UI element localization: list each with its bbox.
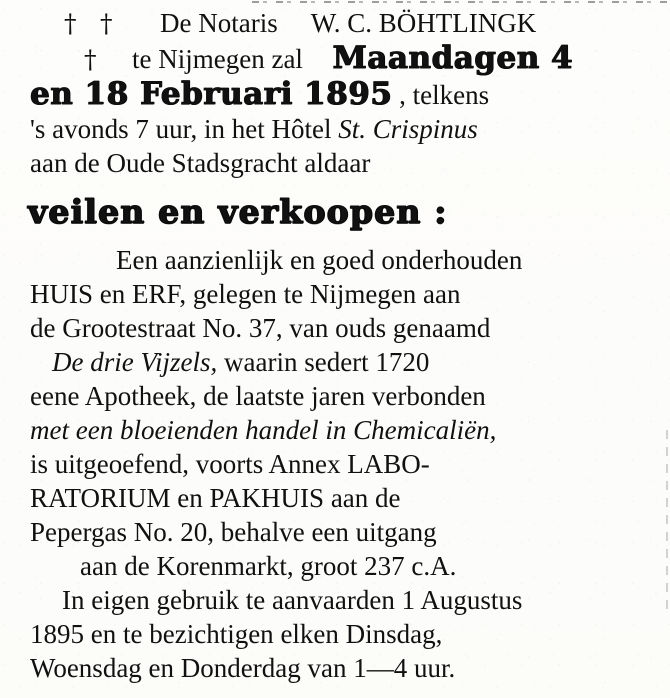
dagger-ornament-3: †: [84, 45, 97, 74]
body-word: Een: [116, 245, 158, 275]
heading-line-2: [28, 41, 648, 77]
auction-date-part-1: Maandagen 4: [332, 40, 574, 76]
call-to-action-line: [28, 192, 648, 232]
laboratory-label-part-1: LABO-: [347, 449, 430, 479]
body-line-6: [28, 413, 648, 447]
heading-place-text: te Nijmegen zal: [132, 44, 303, 74]
auction-date-part-2: en 18 Februari 1895: [30, 76, 393, 112]
apothecary-text: eene Apotheek, de laatste jaren verbonden: [30, 381, 486, 411]
body-line-11: [28, 583, 648, 617]
body-line-4: [28, 345, 648, 379]
heading-notaris-label: De Notaris: [160, 8, 278, 38]
body-word: behalve: [220, 517, 305, 547]
body-word: te: [245, 585, 266, 615]
property-nickname-word: Vijzels,: [140, 347, 218, 377]
body-word: In: [62, 585, 85, 615]
body-word: sedert: [304, 347, 369, 377]
heading-line-1: [28, 6, 648, 41]
laboratory-label-part-2: RATORIUM: [30, 483, 171, 513]
top-column-rule: [252, 1, 670, 3]
dagger-ornament-1: †: [64, 9, 77, 38]
body-word: en: [289, 245, 316, 275]
heading-line-3: [28, 77, 648, 112]
body-line-2: [28, 277, 648, 311]
body-word: uitgang: [355, 517, 437, 547]
body-word: uitgeoefend,: [54, 449, 189, 479]
property-nickname-word: drie: [90, 347, 134, 377]
body-word: en: [90, 619, 117, 649]
heading-time-venue-text: 's avonds 7 uur, in het Hôtel: [30, 114, 332, 144]
body-word: gebruik: [156, 585, 239, 615]
chemicals-trade-text: met een bloeienden handel in Chemicaliën,: [30, 415, 497, 445]
body-line-13: [28, 651, 648, 685]
body-line-9: [28, 515, 648, 549]
body-word: is: [30, 449, 49, 479]
notary-name: W. C. BÖHTLINGK: [310, 8, 537, 38]
body-word: onderhouden: [381, 245, 523, 275]
handover-year: 1895: [30, 619, 84, 649]
venue-address: aan de Oude Stadsgracht aldaar: [30, 148, 371, 178]
body-word: aanzienlijk: [164, 245, 284, 275]
body-word: Nijmegen aan: [309, 279, 461, 309]
body-line-1: [28, 243, 648, 277]
body-word: Annex: [268, 449, 341, 479]
warehouse-street: Pepergas: [30, 517, 127, 547]
body-word: te: [122, 619, 143, 649]
establishment-year: 1720: [375, 347, 430, 377]
heading-telkens-text: , telkens: [399, 80, 490, 110]
property-nickname-word: De: [52, 347, 84, 377]
body-word: de: [375, 483, 401, 513]
body-line-5: [28, 379, 648, 413]
body-word: een: [311, 517, 349, 547]
heading-line-4: [28, 112, 648, 146]
viewing-day-tuesday: Dinsdag,: [345, 619, 443, 649]
body-word: elken: [280, 619, 339, 649]
body-line-3: [28, 311, 648, 345]
exit-and-area-text: aan de Korenmarkt, groot 237 c.A.: [80, 551, 457, 581]
body-word: eigen: [91, 585, 150, 615]
warehouse-number: No. 20,: [133, 517, 214, 547]
body-word: gelegen: [192, 279, 277, 309]
body-word: aan: [330, 483, 369, 513]
body-line-7: [28, 447, 648, 481]
body-word: goed: [322, 245, 375, 275]
body-word: bezichtigen: [149, 619, 274, 649]
body-word: waarin: [223, 347, 298, 377]
property-type: HUIS: [30, 279, 94, 309]
property-type-erf: ERF,: [132, 279, 187, 309]
body-line-10: [28, 549, 648, 583]
property-address: de Grootestraat No. 37, van ouds genaamd: [30, 313, 491, 343]
handover-date: 1 Augustus: [401, 585, 523, 615]
dagger-ornament-2: †: [100, 9, 113, 38]
warehouse-label: PAKHUIS: [209, 483, 325, 513]
venue-name: St. Crispinus: [338, 114, 478, 144]
right-column-rule: [666, 430, 668, 610]
body-word: en: [99, 279, 126, 309]
body-word: voorts: [195, 449, 264, 479]
body-line-8: [28, 481, 648, 515]
heading-line-5: [28, 146, 648, 180]
body-line-12: [28, 617, 648, 651]
body-word: aanvaarden: [271, 585, 395, 615]
call-to-action-text: veilen en verkoopen :: [28, 192, 448, 231]
body-word: en: [177, 483, 203, 513]
ad-text-block: [28, 6, 648, 685]
body-word: te: [283, 279, 304, 309]
viewing-days-and-hours: Woensdag en Donderdag van 1—4 uur.: [30, 653, 456, 683]
